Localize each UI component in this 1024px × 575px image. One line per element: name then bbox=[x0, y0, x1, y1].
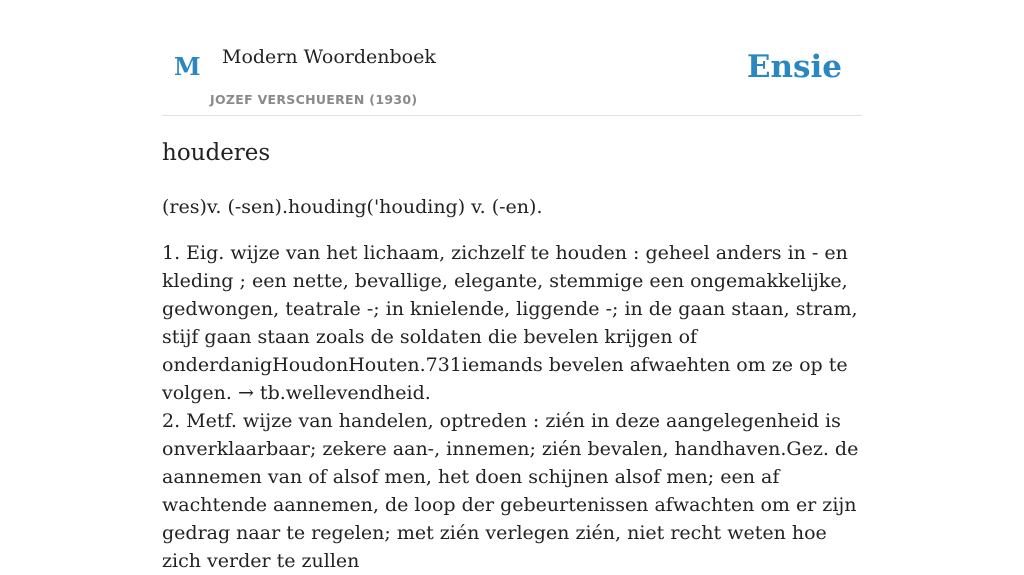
definition-sense-2: 2. Metf. wijze van handelen, optreden : zién in deze aangelegenheid is onverklaarbaar; zekere aan-, innemen; zién bevalen, handhaven.Gez. de aannemen van of alsof men, het doen schijnen alsof men; een af wachtende aannemen, de loop der gebeurtenissen afwachten om er zijn gedrag naar te regelen; met zién verlegen zién, niet recht weten hoe zich verder te zullen bbox=[162, 410, 859, 572]
dictionary-header bbox=[162, 0, 862, 116]
entry-grammar-line: (res)v. (-sen).houding('houding) v. (-en). bbox=[162, 196, 543, 218]
entry-headword: houderes bbox=[162, 140, 271, 166]
definition-sense-1: 1. Eig. wijze van het lichaam, zichzelf te houden : geheel anders in - en kleding ; een nette, bevallige, elegante, stemmige een ongemakkelijke, gedwongen, teatrale -; in knielende, liggende -; in de gaan staan, stram, stijf gaan staan zoals de soldaten die bevelen krijgen of onderdanigHoudonHouten.731iemands bevelen afwaehten om ze op te volgen. → tb.wellevendheid. bbox=[162, 242, 858, 404]
brand-logo[interactable]: Ensie bbox=[746, 49, 842, 85]
dictionary-title[interactable]: Modern Woordenboek bbox=[222, 46, 436, 68]
dictionary-author: JOZEF VERSCHUEREN (1930) bbox=[210, 92, 418, 107]
entry-definition bbox=[162, 239, 862, 575]
page bbox=[162, 0, 862, 572]
dictionary-logo[interactable]: M bbox=[174, 52, 201, 81]
